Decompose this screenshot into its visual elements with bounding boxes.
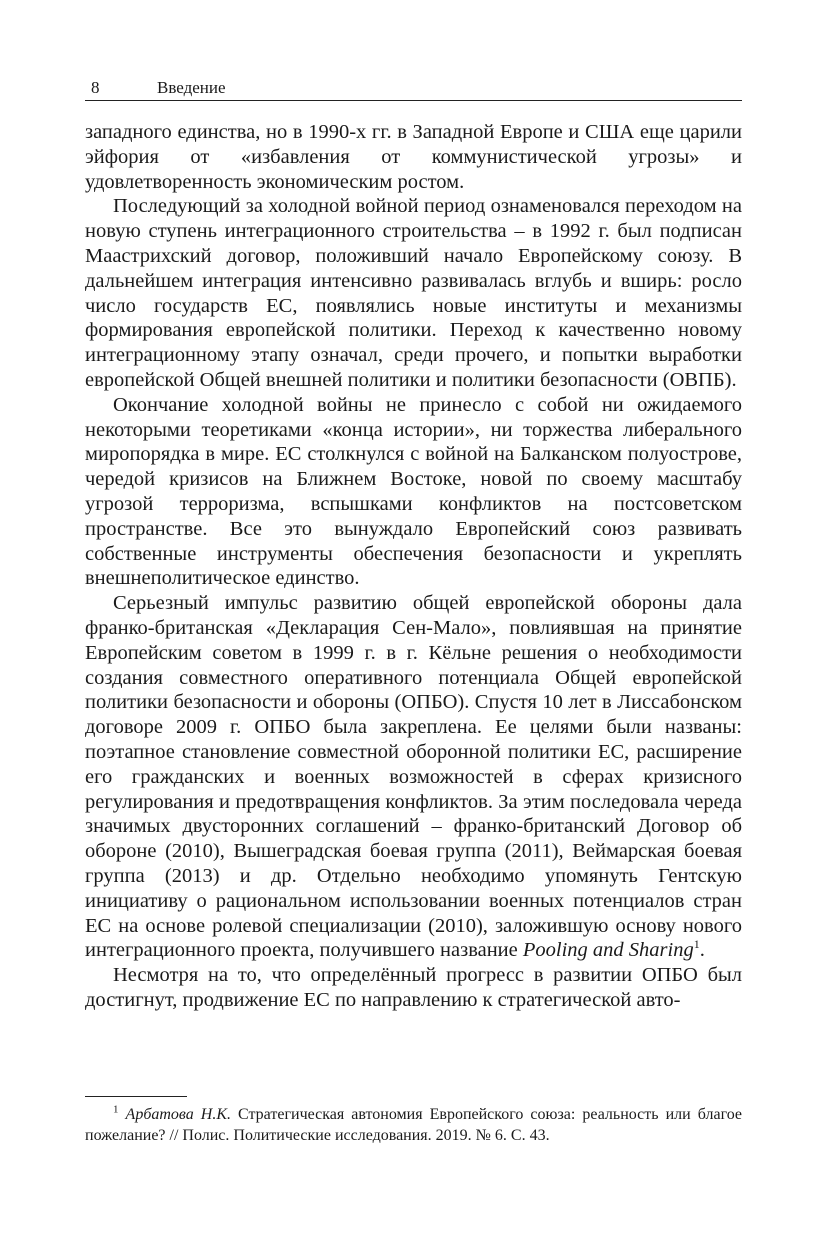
paragraph-1: западного единства, но в 1990-х гг. в Западной Европе и США еще царили эйфория от «избавления от коммунистической угрозы» и удовлетворенность экономическим ростом. <box>85 121 742 193</box>
running-header <box>85 78 742 101</box>
footnote-divider <box>85 1096 187 1097</box>
footnote-text: Стратегическая автономия Европейского союза: реальность или благое пожелание? // Полис. Политические исследования. 2019. № 6. С. 43. <box>85 1106 743 1144</box>
paragraph-2: Последующий за холодной войной период ознаменовался переходом на новую ступень интеграционного строительства – в 1992 г. был подписан Маастрихский договор, положивший начало Европейскому союзу. В дальнейшем интеграция интенсивно развивалась вглубь и вширь: росло число государств ЕС, появлялись новые институты и механизмы формирования европейской политики. Переход к качественно новому интеграционному этапу означал, среди прочего, и попытки выработки европейской Общей внешней политики и политики безопасности (ОВПБ). <box>85 195 742 391</box>
footnote-mark: 1 <box>113 1103 119 1116</box>
body-text <box>85 120 742 1013</box>
page-number: 8 <box>91 78 100 97</box>
paragraph-4-text: Серьезный импульс развитию общей европейской обороны дала франко-британская «Декларация Сен-Мало», повлиявшая на принятие Европейским советом в 1999 г. в г. Кёльне решения о необходимости создания совместного оперативного потенциала Общей европейской политики безопасности и обороны (ОПБО). Спустя 10 лет в Лиссабонском договоре 2009 г. ОПБО была закреплена. Ее целями были названы: поэтапное становление совместной оборонной политики ЕС, расширение его гражданских и военных возможностей в сферах кризисного регулирования и предотвращения конфликтов. За этим последовала череда значимых двусторонних соглашений – франко-британский Договор об обороне (2010), Вышеградская боевая группа (2011), Веймарская боевая группа (2013) и др. Отдельно необходимо упомянуть Гентскую инициативу о рациональном использовании военных потенциалов стран ЕС на основе ролевой специализации (2010), заложившую основу нового интеграционного проекта, получившего название <box>85 592 742 962</box>
running-title: Введение <box>157 78 226 97</box>
paragraph-4-end: . <box>699 939 705 962</box>
paragraph-5: Несмотря на то, что определённый прогресс в развитии ОПБО был достигнут, продвижение ЕС по направлению к стратегической авто- <box>85 964 742 1011</box>
paragraph-4 <box>85 591 742 963</box>
footnote-reference[interactable]: 1 <box>693 937 700 952</box>
paragraph-3: Окончание холодной войны не принесло с собой ни ожидаемого некоторыми теоретиками «конца истории», ни торжества либерального миропорядка в мире. ЕС столкнулся с войной на Балканском полуострове, чередой кризисов на Ближнем Востоке, новой по своему масштабу угрозой терроризма, вспышками конфликтов на постсоветском пространстве. Все это вынуждало Европейский союз развивать собственные инструменты обеспечения безопасности и укреплять внешнеполитическое единство. <box>85 393 742 590</box>
pooling-and-sharing-term: Pooling and Sharing <box>522 939 694 962</box>
footnote-author: Арбатова Н.К. <box>125 1106 231 1123</box>
footnote <box>85 1104 742 1146</box>
